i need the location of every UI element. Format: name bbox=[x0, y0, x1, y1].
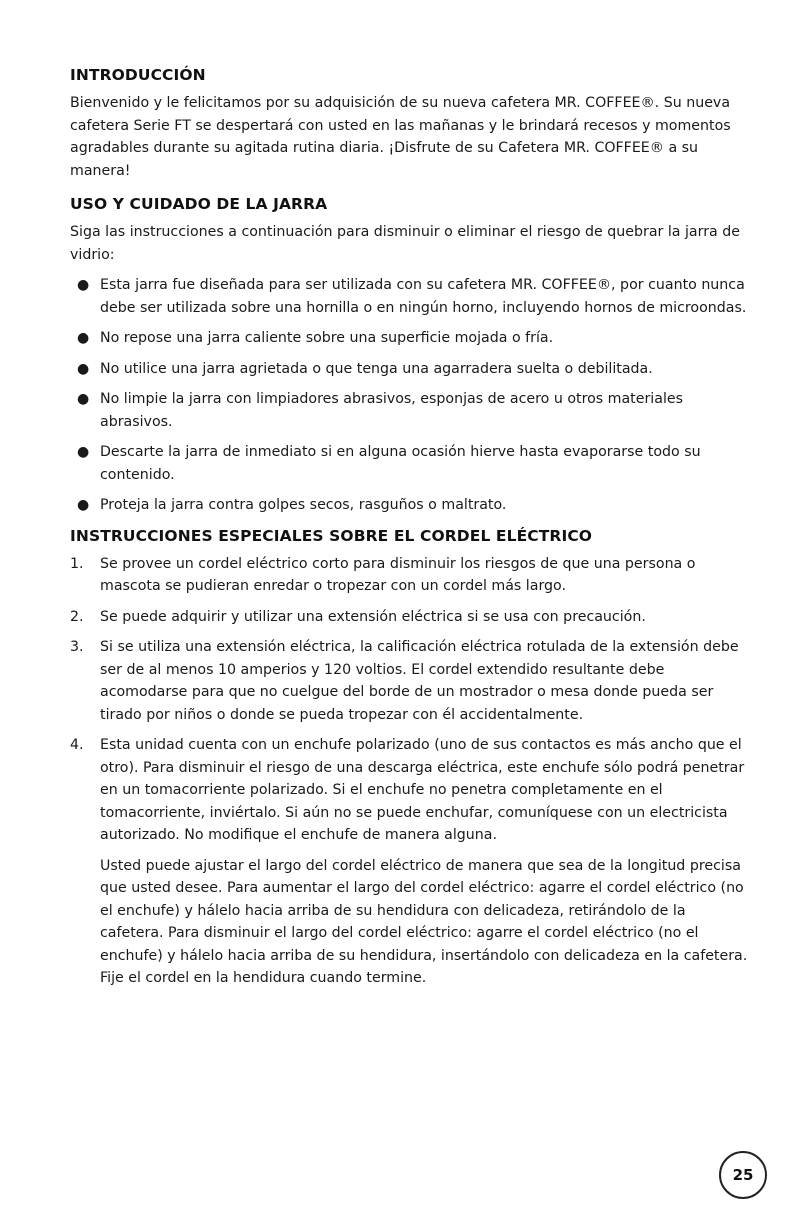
item-number: 1. bbox=[70, 555, 84, 572]
section-title-carafe: USO Y CUIDADO DE LA JARRA bbox=[70, 195, 328, 213]
section-title-intro: INTRODUCCIÓN bbox=[70, 66, 206, 84]
item-number: 3. bbox=[70, 639, 84, 655]
bullet-text: Esta jarra fue diseñada para ser utilizada con su cafetera MR. COFFEE®, por cuanto nunca debe ser utilizada sobre una hornilla o en ningún horno, incluyendo hornos de microondas. bbox=[100, 277, 747, 316]
carafe-intro-paragraph: Siga las instrucciones a continuación para disminuir o eliminar el riesgo de quebrar la jarra de vidrio: bbox=[70, 224, 740, 263]
list-item bbox=[70, 494, 750, 517]
bullet-icon: ● bbox=[77, 360, 90, 377]
page-number: 25 bbox=[732, 1166, 754, 1184]
list-item bbox=[70, 388, 750, 433]
list-item bbox=[70, 553, 750, 598]
bullet-icon: ● bbox=[77, 444, 90, 460]
item-text: Si se utiliza una extensión eléctrica, la calificación eléctrica rotulada de la extensión debe ser de al menos 10 amperios y 120 voltios. El cordel extendido resultante debe acomodarse para que no cuelgue del borde de un mostrador o mesa donde pueda ser tirado por niños o donde se pueda tropezar con él accidentalmente. bbox=[100, 639, 739, 723]
list-item bbox=[70, 274, 750, 319]
list-item bbox=[70, 606, 750, 629]
carafe-bullet-list bbox=[70, 274, 750, 517]
bullet-icon: ● bbox=[77, 330, 90, 346]
list-item bbox=[70, 734, 750, 847]
bullet-text: No repose una jarra caliente sobre una superficie mojada o fría. bbox=[100, 330, 554, 346]
bullet-text: No limpie la jarra con limpiadores abrasivos, esponjas de acero u otros materiales abrasivos. bbox=[100, 391, 684, 430]
list-item bbox=[70, 327, 750, 350]
item-text: Esta unidad cuenta con un enchufe polarizado (uno de sus contactos es más ancho que el otro). Para disminuir el riesgo de una descarga eléctrica, este enchufe sólo podrá penetrar en un tomacorriente polarizado. Si el enchufe no penetra completamente en el tomacorriente, inviértalo. Si aún no se puede enchufar, comuníquese con un electricista autorizado. No modifique el enchufe de manera alguna. bbox=[100, 737, 745, 843]
cord-adjust-paragraph: Usted puede ajustar el largo del cordel eléctrico de manera que sea de la longitud precisa que usted desee. Para aumentar el largo del cordel eléctrico: agarre el cordel eléctrico (no el enchufe) y hálelo hacia arriba de su hendidura con delicadeza, retirándolo de la cafetera. Para disminuir el largo del cordel eléctrico: agarre el cordel eléctrico (no el enchufe) y hálelo hacia arriba de su hendidura, insertándolo con delicadeza en la cafetera. Fije el cordel en la hendidura cuando termine. bbox=[100, 857, 748, 986]
page-number-badge bbox=[719, 1151, 767, 1199]
bullet-text: Proteja la jarra contra golpes secos, rasguños o maltrato. bbox=[100, 497, 507, 513]
bullet-icon: ● bbox=[77, 497, 90, 513]
bullet-text: Descarte la jarra de inmediato si en alguna ocasión hierve hasta evaporarse todo su contenido. bbox=[100, 444, 701, 483]
intro-paragraph: Bienvenido y le felicitamos por su adquisición de su nueva cafetera MR. COFFEE®. Su nueva cafetera Serie FT se despertará con usted en las mañanas y le brindará recesos y momentos agradables durante su agitada rutina diaria. ¡Disfrute de su Cafetera MR. COFFEE® a su manera! bbox=[70, 95, 731, 179]
list-item bbox=[70, 358, 750, 381]
bullet-text: No utilice una jarra agrietada o que tenga una agarradera suelta o debilitada. bbox=[100, 360, 653, 377]
bullet-icon: ● bbox=[77, 391, 90, 407]
document-page bbox=[70, 66, 750, 990]
item-text: Se puede adquirir y utilizar una extensión eléctrica si se usa con precaución. bbox=[100, 608, 646, 625]
item-text: Se provee un cordel eléctrico corto para disminuir los riesgos de que una persona o mascota se pudieran enredar o tropezar con un cordel más largo. bbox=[100, 555, 696, 594]
section-title-cord: INSTRUCCIONES ESPECIALES SOBRE EL CORDEL ELÉCTRICO bbox=[70, 526, 593, 545]
cord-numbered-list bbox=[70, 553, 750, 847]
bullet-icon: ● bbox=[77, 277, 90, 293]
list-item bbox=[70, 636, 750, 726]
item-number: 2. bbox=[70, 608, 84, 625]
list-item bbox=[70, 441, 750, 486]
item-number: 4. bbox=[70, 737, 84, 753]
